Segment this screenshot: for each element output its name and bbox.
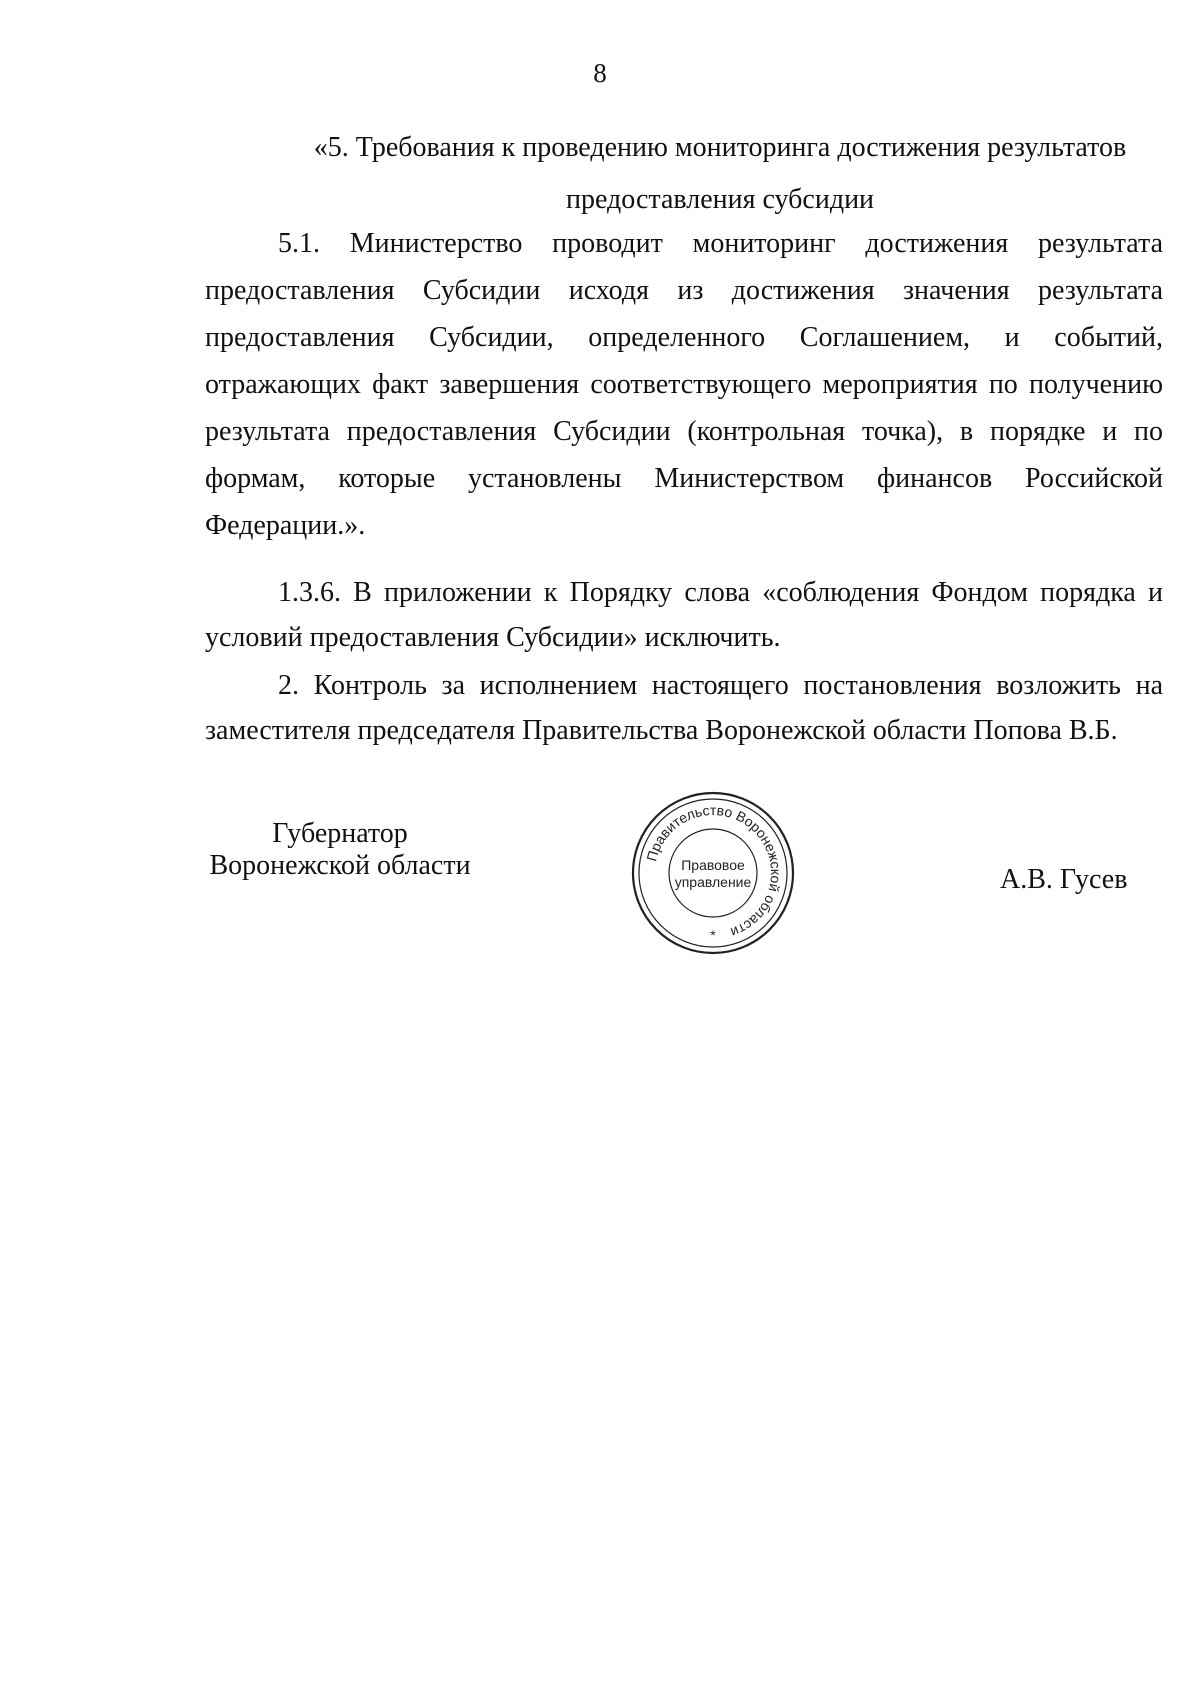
paragraph-5-1-text: 5.1. Министерство проводит мониторинг достижения результата предоставления Субсидии исходя из достижения значения результата предоставления Субсидии, определенного Соглашением, и событий, отражающих факт завершения соответствующего мероприятия по получению результата предоставления Субсидии (контрольная точка), в порядке и по формам, которые установлены Министерством финансов Российской Федерации.».	[205, 228, 1163, 541]
stamp-inner-ring	[669, 829, 757, 917]
paragraph-1-3-6	[205, 570, 1163, 660]
stamp-graphic	[628, 788, 798, 958]
signature-title-line-1: Губернатор	[272, 818, 408, 849]
signature-title	[190, 818, 490, 882]
stamp-center-line-1: Правовое	[681, 857, 745, 873]
section-heading	[270, 122, 1170, 226]
stamp-middle-ring	[639, 799, 787, 947]
paragraph-2	[205, 663, 1163, 753]
stamp-center-line-2: управление	[674, 874, 752, 890]
signature-name: А.В. Гусев	[1000, 864, 1128, 895]
paragraph-1-3-6-text: 1.3.6. В приложении к Порядку слова «соблюдения Фондом порядка и условий предоставления Субсидии» исключить.	[205, 577, 1163, 653]
stamp-star: *	[710, 927, 716, 943]
official-stamp	[628, 788, 798, 958]
signature-title-line-2: Воронежской области	[209, 850, 471, 881]
page-number: 8	[593, 58, 607, 88]
section-heading-line-1: «5. Требования к проведению мониторинга достижения результатов	[313, 132, 1127, 163]
stamp-ring-textpath: Правительство Воронежской области	[643, 801, 785, 941]
section-heading-line-2: предоставления субсидии	[565, 184, 875, 215]
paragraph-2-text: 2. Контроль за исполнением настоящего постановления возложить на заместителя председателя Правительства Воронежской области Попова В.Б.	[205, 670, 1163, 746]
paragraph-5-1	[205, 220, 1163, 549]
